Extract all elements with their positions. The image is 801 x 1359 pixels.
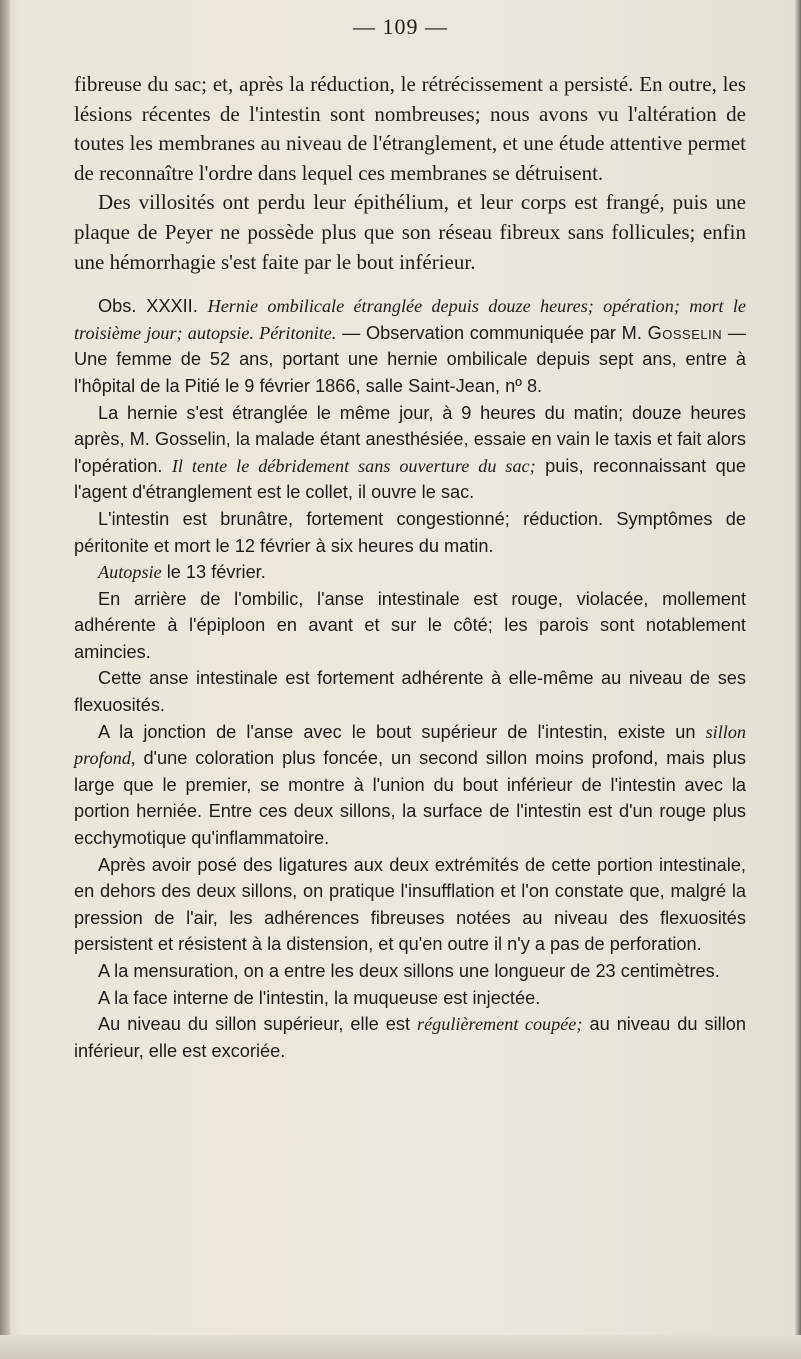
observation-paragraph-symptoms: L'intestin est brunâtre, fortement congestionné; réduction. Symptômes de péritonite et mort le 12 février à six heures du matin. [74, 508, 746, 556]
page-left-edge-shadow [0, 0, 10, 1359]
observation-block [74, 293, 746, 1064]
page-bottom-edge [0, 1335, 801, 1359]
sillon-levels-text-italic: régulièrement coupée; [417, 1014, 583, 1035]
operation-text-after: puis, reconnaissant que l'agent d'étranglement est le collet, il ouvre le sac. [74, 455, 746, 503]
observation-title: Hernie ombilicale étranglée depuis douze heures; opération; mort le troisième jour; autopsie. Péritonite. [74, 296, 747, 343]
observation-paragraph-autopsy [74, 559, 746, 586]
sillon-levels-text-after: au niveau du sillon inférieur, elle est excoriée. [74, 1014, 746, 1061]
autopsy-label: Autopsie [98, 562, 162, 583]
sillons-text-before: A la jonction de l'anse avec le bout supérieur de l'intestin, existe un [98, 721, 696, 742]
operation-text-before: La hernie s'est étranglée le même jour, à 9 heures du matin; douze heures après, M. Gosselin, la malade étant anesthésiée, essaie en vain le taxis et fait alors l'opération. [74, 402, 746, 476]
sillon-levels-text-before: Au niveau du sillon supérieur, elle est [98, 1014, 411, 1035]
paragraph-continuation: fibreuse du sac; et, après la réduction, le rétrécissement a persisté. En outre, les lésions récentes de l'intestin sont nombreuses; nous avons vu l'altération de toutes les membranes au niveau de l'étranglement, et une étude attentive permet de reconnaître l'ordre dans lequel ces membranes se détruisent. [74, 72, 746, 185]
paragraph-villosities: Des villosités ont perdu leur épithélium, et leur corps est frangé, puis une plaque de Peyer ne possède plus que son réseau fibreux sans follicules; enfin une hémorrhagie s'est faite par le bout inférieur. [74, 190, 746, 274]
observation-paragraph-ombilic: En arrière de l'ombilic, l'anse intestinale est rouge, violacée, mollement adhérente à l'épiploon en avant et sur le côté; les parois sont notablement amincies. [74, 588, 746, 662]
page-body [74, 70, 746, 1064]
observation-label: Obs. XXXII. [98, 296, 198, 317]
observation-heading [74, 293, 746, 399]
observation-paragraph-mensuration: A la mensuration, on a entre les deux sillons une longueur de 23 centimètres. [98, 961, 720, 981]
autopsy-date: le 13 février. [166, 562, 266, 583]
sillons-text-italic: sillon profond, [74, 721, 747, 769]
observation-paragraph-adherence: Cette anse intestinale est fortement adhérente à elle-même au niveau de ses flexuosités. [74, 668, 746, 716]
observation-paragraph-muqueuse: A la face interne de l'intestin, la muqueuse est injectée. [98, 987, 541, 1008]
page-right-edge-shadow [795, 0, 801, 1359]
sillons-text-after: d'une coloration plus foncée, un second sillon moins profond, mais plus large que le premier, se montre à l'union du bout inférieur de l'intestin avec la portion herniée. Entre ces deux sillons, la surface de l'intestin est d'un rouge plus ecchymotique qu'inflammatoire. [74, 748, 746, 849]
observation-paragraph-ligatures: Après avoir posé des ligatures aux deux extrémités de cette portion intestinale, en dehors des deux sillons, on pratique l'insufflation et l'on constate que, malgré la pression de l'air, les adhérences fibreuses notées au niveau des flexuosités persistent et résistent à la distension, et qu'en outre il n'y a pas de perforation. [74, 854, 746, 955]
observation-author: Gosselin [647, 322, 723, 343]
observation-paragraph-operation [74, 400, 746, 506]
operation-text-italic: Il tente le débridement sans ouverture du sac; [171, 455, 536, 476]
observation-communicated: — Observation communiquée par M. [342, 322, 642, 343]
page-number: — 109 — [353, 14, 448, 39]
observation-paragraph-sillons [74, 719, 746, 852]
observation-paragraph-sillon-levels [74, 1011, 746, 1064]
observation-intro: — Une femme de 52 ans, portant une hernie ombilicale depuis sept ans, entre à l'hôpital de la Pitié le 9 février 1866, salle Saint-Jean, nº 8. [74, 322, 746, 396]
